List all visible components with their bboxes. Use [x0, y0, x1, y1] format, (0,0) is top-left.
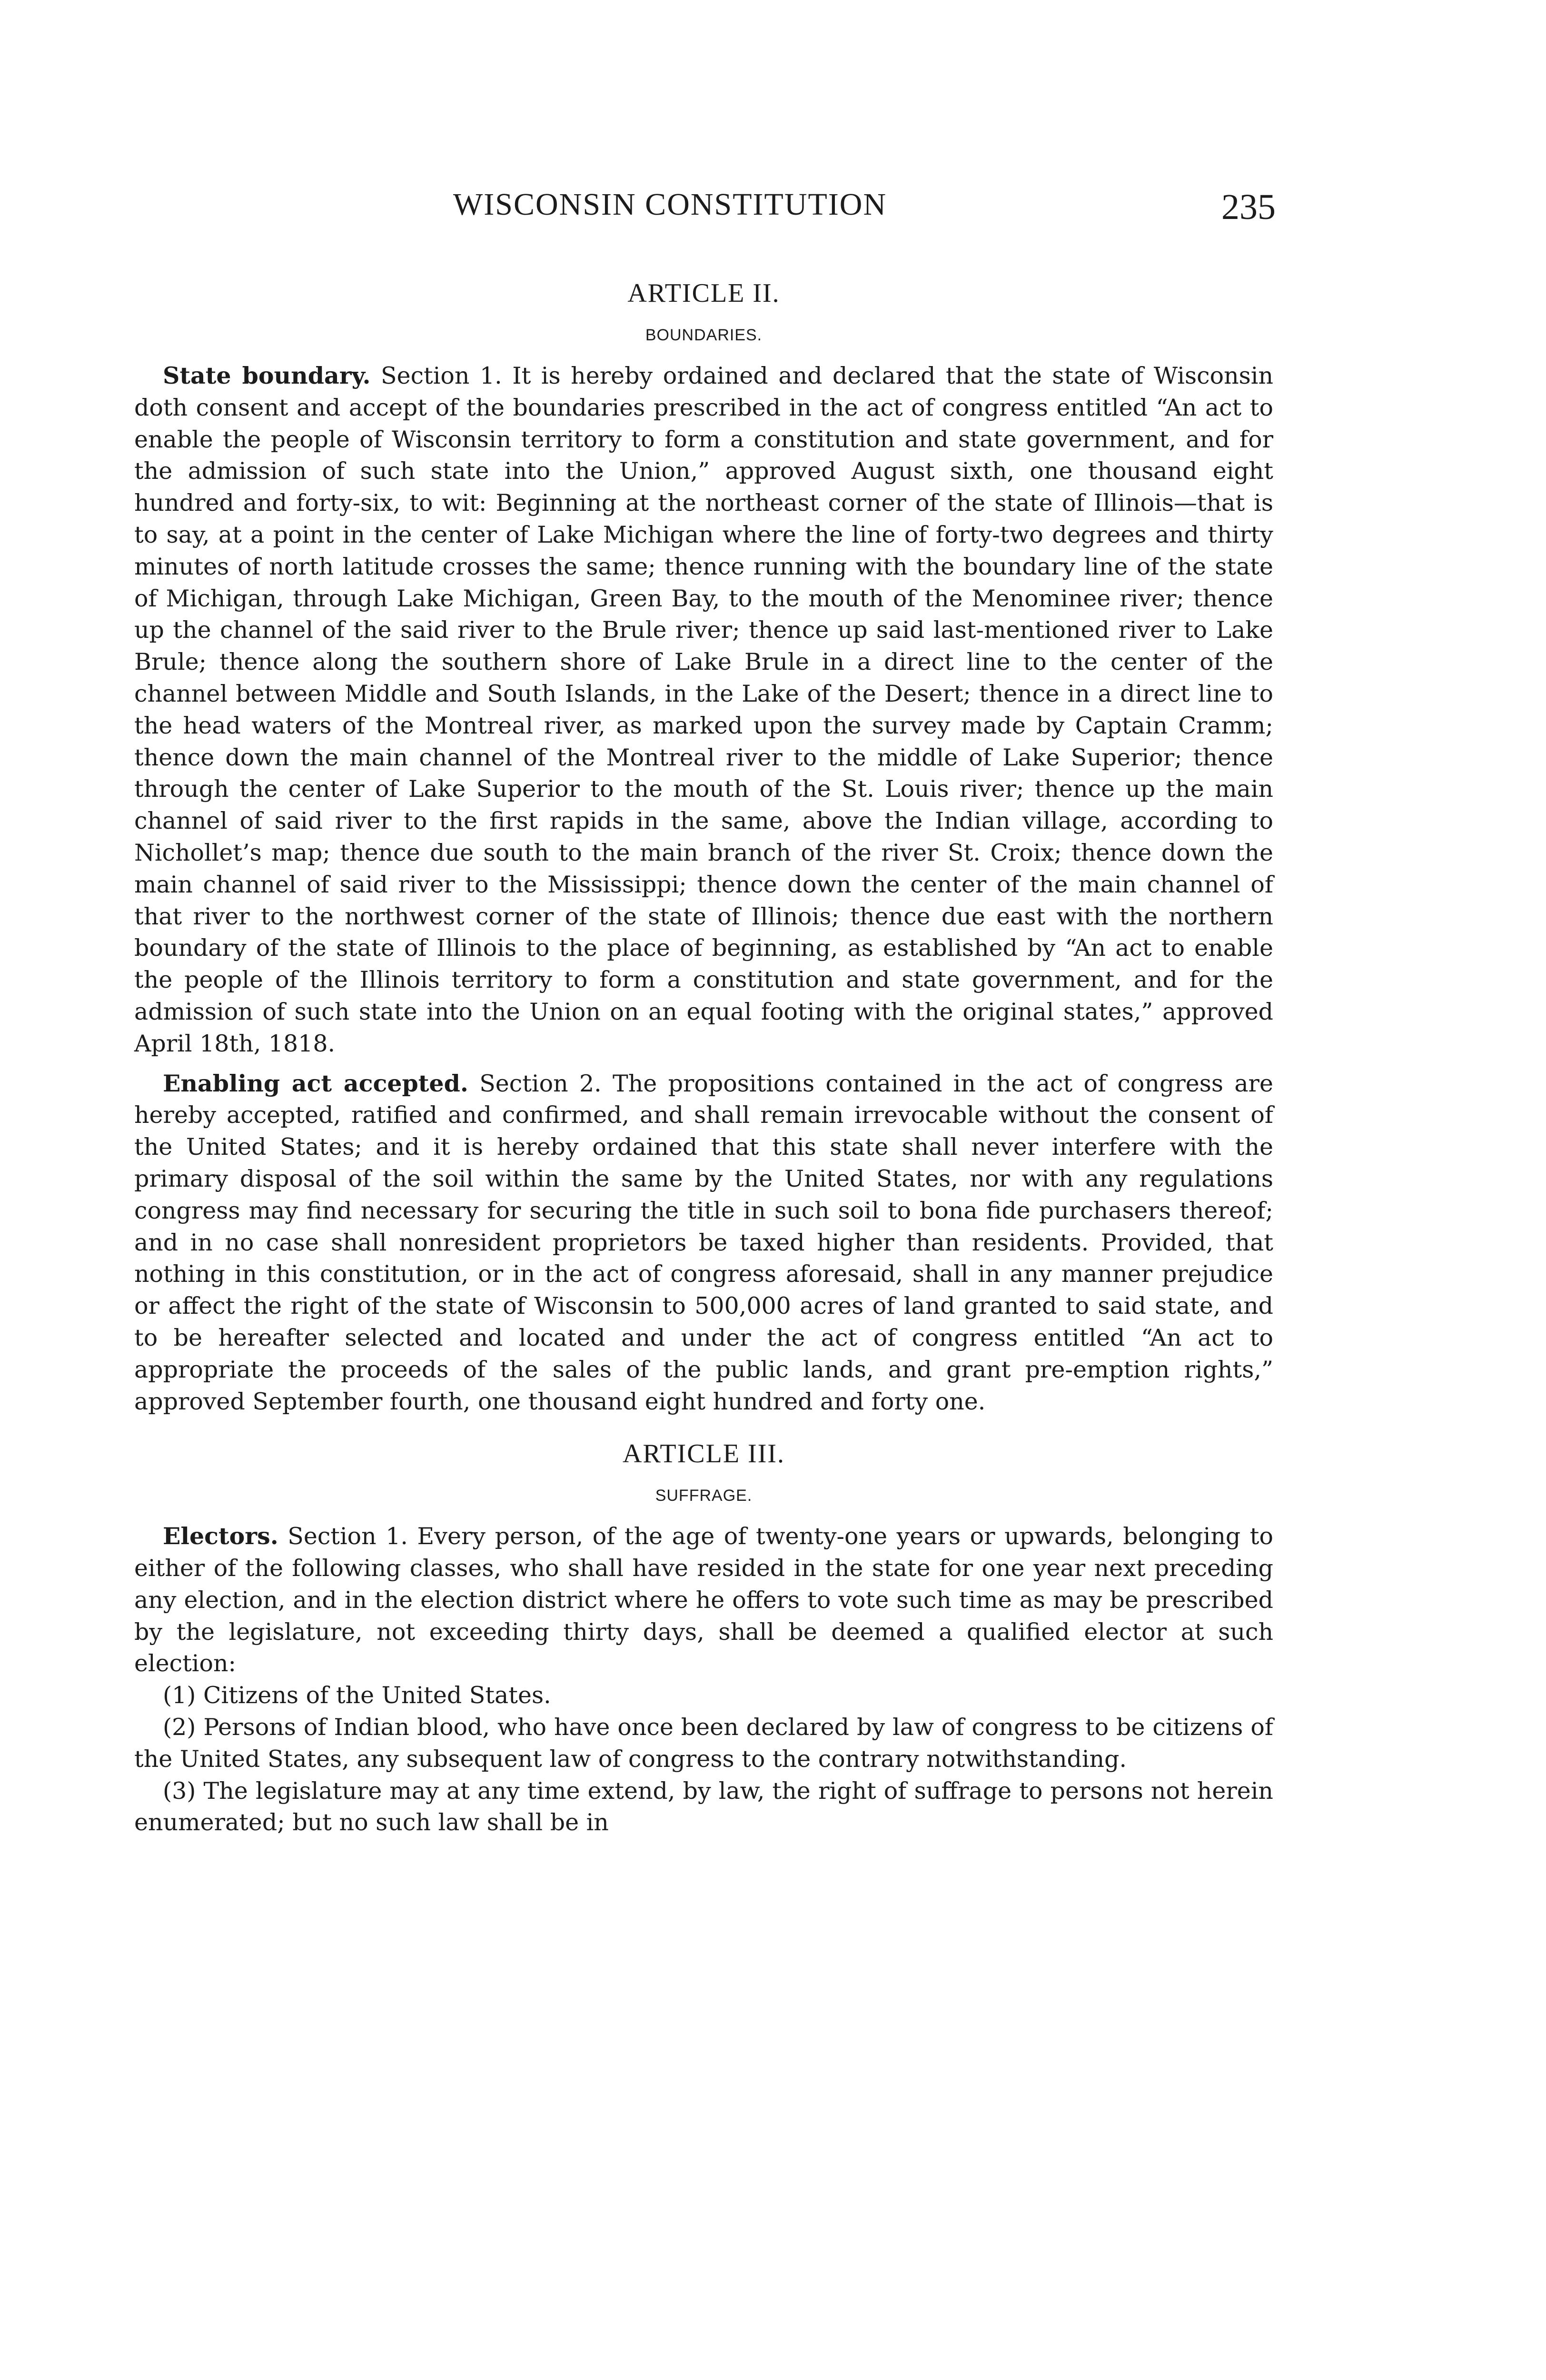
list-item: (2) Persons of Indian blood, who have once been declared by law of congress to be citizens of the United States, any subsequent law of congress to the contrary notwithstanding.	[134, 1714, 1273, 1773]
article-subheading: SUFFRAGE.	[655, 1487, 753, 1505]
body-text	[134, 276, 1273, 1839]
section-text: Section 1. It is hereby ordained and declared that the state of Wisconsin doth consent and accept of the boundaries prescribed in the act of congress entitled “An act to enable the people of Wisconsin territory to form a constitution and state government, and for the admission of such state into the Union,” approved August sixth, one thousand eight hundred and forty-six, to wit: Beginning at the northeast corner of the state of Illinois—that is to say, at a point in the center of Lake Michigan where the line of forty-two degrees and thirty minutes of north latitude crosses the same; thence running with the boundary line of the state of Michigan, through Lake Michigan, Green Bay, to the mouth of the Menominee river; thence up the channel of the said river to the Brule river; thence up said last-mentioned river to Lake Brule; thence along the southern shore of Lake Brule in a direct line to the center of the channel between Middle and South Islands, in the Lake of the Desert; thence in a direct line to the head waters of the Montreal river, as marked upon the survey made by Captain Cramm; thence down the main channel of the Montreal river to the middle of Lake Superior; thence through the center of Lake Superior to the mouth of the St. Louis river; thence up the main channel of said river to the first rapids in the same, above the Indian village, according to Nichollet’s map; thence due south to the main branch of the river St. Croix; thence down the main channel of said river to the Mississippi; thence down the center of the main channel of that river to the northwest corner of the state of Illinois; thence due east with the northern boundary of the state of Illinois to the place of beginning, as established by “An act to enable the people of the Illinois territory to form a constitution and state government, and for the admission of such state into the Union on an equal footing with the original states,” approved April 18th, 1818.	[134, 362, 1274, 1057]
section-paragraph	[134, 1068, 1273, 1418]
page-number: 235	[1221, 187, 1276, 227]
section-text: Section 2. The propositions contained in the act of congress are hereby accepted, ratified and confirmed, and shall remain irrevocable without the consent of the United States; and it is hereby ordained that this state shall never interfere with the primary disposal of the soil within the same by the United States, nor with any regulations congress may find necessary for securing the title in such soil to bona fide purchasers thereof; and in no case shall nonresident proprietors be taxed higher than residents. Provided, that nothing in this constitution, or in the act of congress aforesaid, shall in any manner prejudice or affect the right of the state of Wisconsin to 500,000 acres of land granted to said state, and to be hereafter selected and located and under the act of congress entitled “An act to appropriate the proceeds of the sales of the public lands, and grant pre-emption rights,” approved September fourth, one thousand eight hundred and forty one.	[134, 1070, 1273, 1415]
section-paragraph	[134, 1520, 1273, 1680]
list-item: (1) Citizens of the United States.	[163, 1682, 551, 1709]
article-subheading: BOUNDARIES.	[645, 326, 763, 344]
section-text: Section 1. Every person, of the age of twenty-one years or upwards, belonging to either of the following classes, who shall have resided in the state for one year next preceding any election, and in the election district where he offers to vote such time as may be prescribed by the legislature, not exceeding thirty days, shall be deemed a qualified elector at such election:	[134, 1523, 1273, 1677]
section-side-heading: State boundary.	[163, 362, 371, 389]
section-side-heading: Enabling act accepted.	[163, 1069, 468, 1097]
article-heading: ARTICLE II.	[627, 278, 780, 308]
running-header	[133, 187, 1276, 234]
section-side-heading: Electors.	[163, 1522, 278, 1550]
article-heading: ARTICLE III.	[623, 1439, 785, 1469]
list-item: (3) The legislature may at any time extend, by law, the right of suffrage to persons not herein enumerated; but no such law shall be in	[134, 1777, 1273, 1836]
running-title: WISCONSIN CONSTITUTION	[453, 187, 887, 222]
section-paragraph	[134, 360, 1273, 1060]
